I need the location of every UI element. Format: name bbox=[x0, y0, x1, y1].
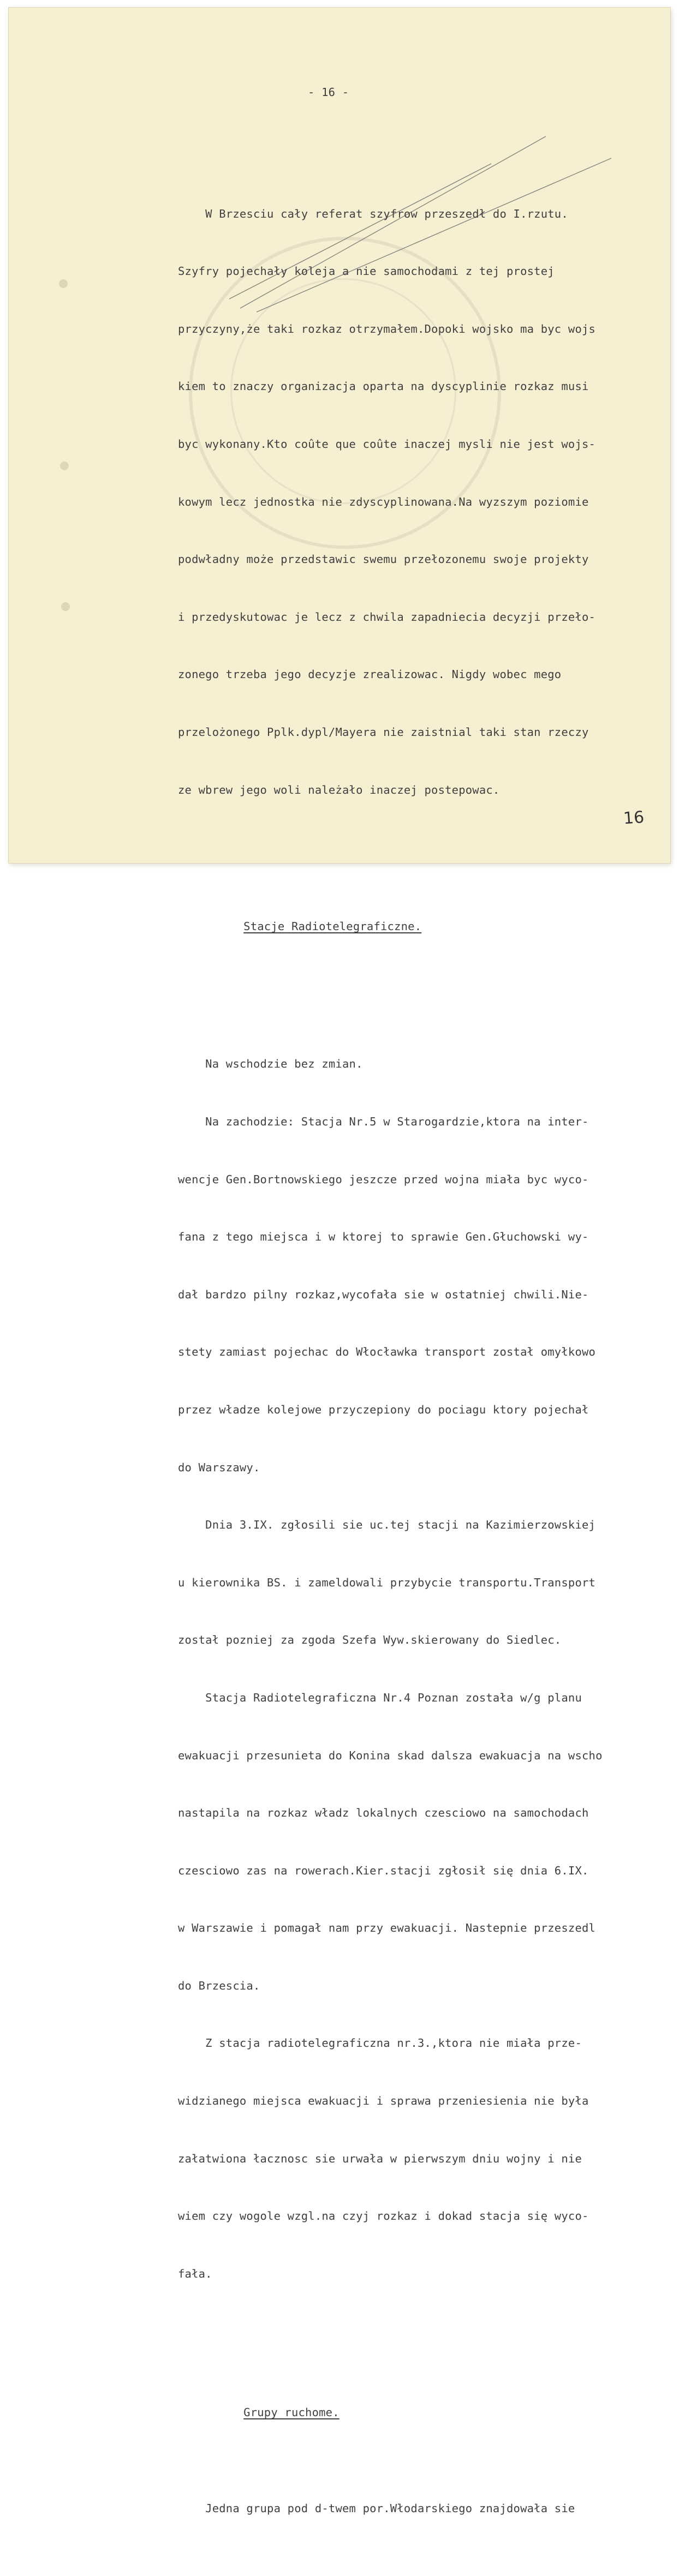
text-line: do Brzescia. bbox=[178, 1979, 260, 1992]
binder-hole bbox=[61, 602, 70, 611]
text-line: W Brzesciu cały referat szyfrow przeszedł do I.rzutu. bbox=[178, 207, 568, 220]
text-line: kowym lecz jednostka nie zdyscyplinowana.Na wyzszym poziomie bbox=[178, 495, 589, 508]
text-line: przez władze kolejowe przyczepiony do pociagu ktory pojechał bbox=[178, 1403, 589, 1416]
text-line: przyczyny,że taki rozkaz otrzymałem.Dopoki wojsko ma byc wojs bbox=[178, 322, 596, 336]
text-line: ewakuacji przesunieta do Konina skad dalsza ewakuacja na wscho bbox=[178, 1748, 603, 1762]
text-line: wiem czy wogole wzgl.na czyj rozkaz i dokad stacja się wyco- bbox=[178, 2209, 589, 2223]
text-line: u kierownika BS. i zameldowali przybycie transportu.Transport bbox=[178, 1575, 596, 1589]
text-line: fana z tego miejsca i w ktorej to sprawie Gen.Głuchowski wy- bbox=[178, 1230, 589, 1244]
handwritten-page-number: 16 bbox=[622, 807, 645, 829]
paragraph-3 bbox=[178, 2461, 658, 2557]
binder-hole bbox=[59, 279, 68, 288]
binder-hole bbox=[60, 462, 69, 470]
text-line: byc wykonany.Kto coûte que coûte inaczej mysli nie jest wojs- bbox=[178, 438, 596, 451]
paragraph-2 bbox=[178, 1016, 658, 2322]
text-line: Na zachodzie: Stacja Nr.5 w Starogardzie,ktora na inter- bbox=[178, 1115, 589, 1128]
text-line: Na wschodzie bez zmian. bbox=[178, 1057, 363, 1071]
text-line: przelożonego Pplk.dypl/Mayera nie zaistnial taki stan rzeczy bbox=[178, 725, 589, 739]
text-line: czesciowo zas na rowerach.Kier.stacji zgłosił się dnia 6.IX. bbox=[178, 1864, 589, 1877]
text-line: podwładny może przedstawic swemu przełozonemu swoje projekty bbox=[178, 553, 589, 566]
page-number: - 16 - bbox=[308, 86, 349, 99]
text-line: dał bardzo pilny rozkaz,wycofała sie w ostatniej chwili.Nie- bbox=[178, 1287, 589, 1301]
text-line: Jedna grupa pod d-twem por.Włodarskiego znajdowała sie bbox=[178, 2502, 575, 2515]
text-line: i przedyskutowac je lecz z chwila zapadniecia decyzji przeło- bbox=[178, 610, 596, 624]
text-line: widzianego miejsca ewakuacji i sprawa przeniesienia nie była bbox=[178, 2094, 589, 2108]
text-line: w Warszawie i pomagał nam przy ewakuacji. Nastepnie przeszedl bbox=[178, 1921, 596, 1935]
typed-text-body bbox=[178, 45, 658, 2576]
text-line: załatwiona łacznosc sie urwała w pierwszym dniu wojny i nie bbox=[178, 2152, 582, 2165]
text-line: Z stacja radiotelegraficzna nr.3.,ktora nie miała prze- bbox=[178, 2036, 582, 2050]
section-heading-mobile-groups: Grupy ruchome. bbox=[243, 2406, 339, 2419]
text-line: Dnia 3.IX. zgłosili sie uc.tej stacji na Kazimierzowskiej bbox=[178, 1518, 596, 1532]
paragraph-1 bbox=[178, 166, 658, 838]
text-line: do Warszawy. bbox=[178, 1460, 260, 1474]
text-line: Szyfry pojechały koleja a nie samochodami z tej prostej bbox=[178, 265, 555, 278]
section-heading-radiotelegraphic: Stacje Radiotelegraficzne. bbox=[243, 919, 422, 933]
text-line: wencje Gen.Bortnowskiego jeszcze przed wojna miała byc wyco- bbox=[178, 1172, 589, 1186]
text-line: został pozniej za zgoda Szefa Wyw.skierowany do Siedlec. bbox=[178, 1633, 562, 1647]
text-line: nastapila na rozkaz władz lokalnych czesciowo na samochodach bbox=[178, 1806, 589, 1820]
text-line: stety zamiast pojechac do Włocławka transport został omyłkowo bbox=[178, 1345, 596, 1359]
text-line: ze wbrew jego woli należało inaczej postepowac. bbox=[178, 783, 500, 796]
text-line: kiem to znaczy organizacja oparta na dyscyplinie rozkaz musi bbox=[178, 380, 589, 393]
text-line: fała. bbox=[178, 2267, 212, 2280]
text-line: Stacja Radiotelegraficzna Nr.4 Poznan została w/g planu bbox=[178, 1691, 582, 1704]
text-line: zonego trzeba jego decyzje zrealizowac. Nigdy wobec mego bbox=[178, 668, 562, 681]
